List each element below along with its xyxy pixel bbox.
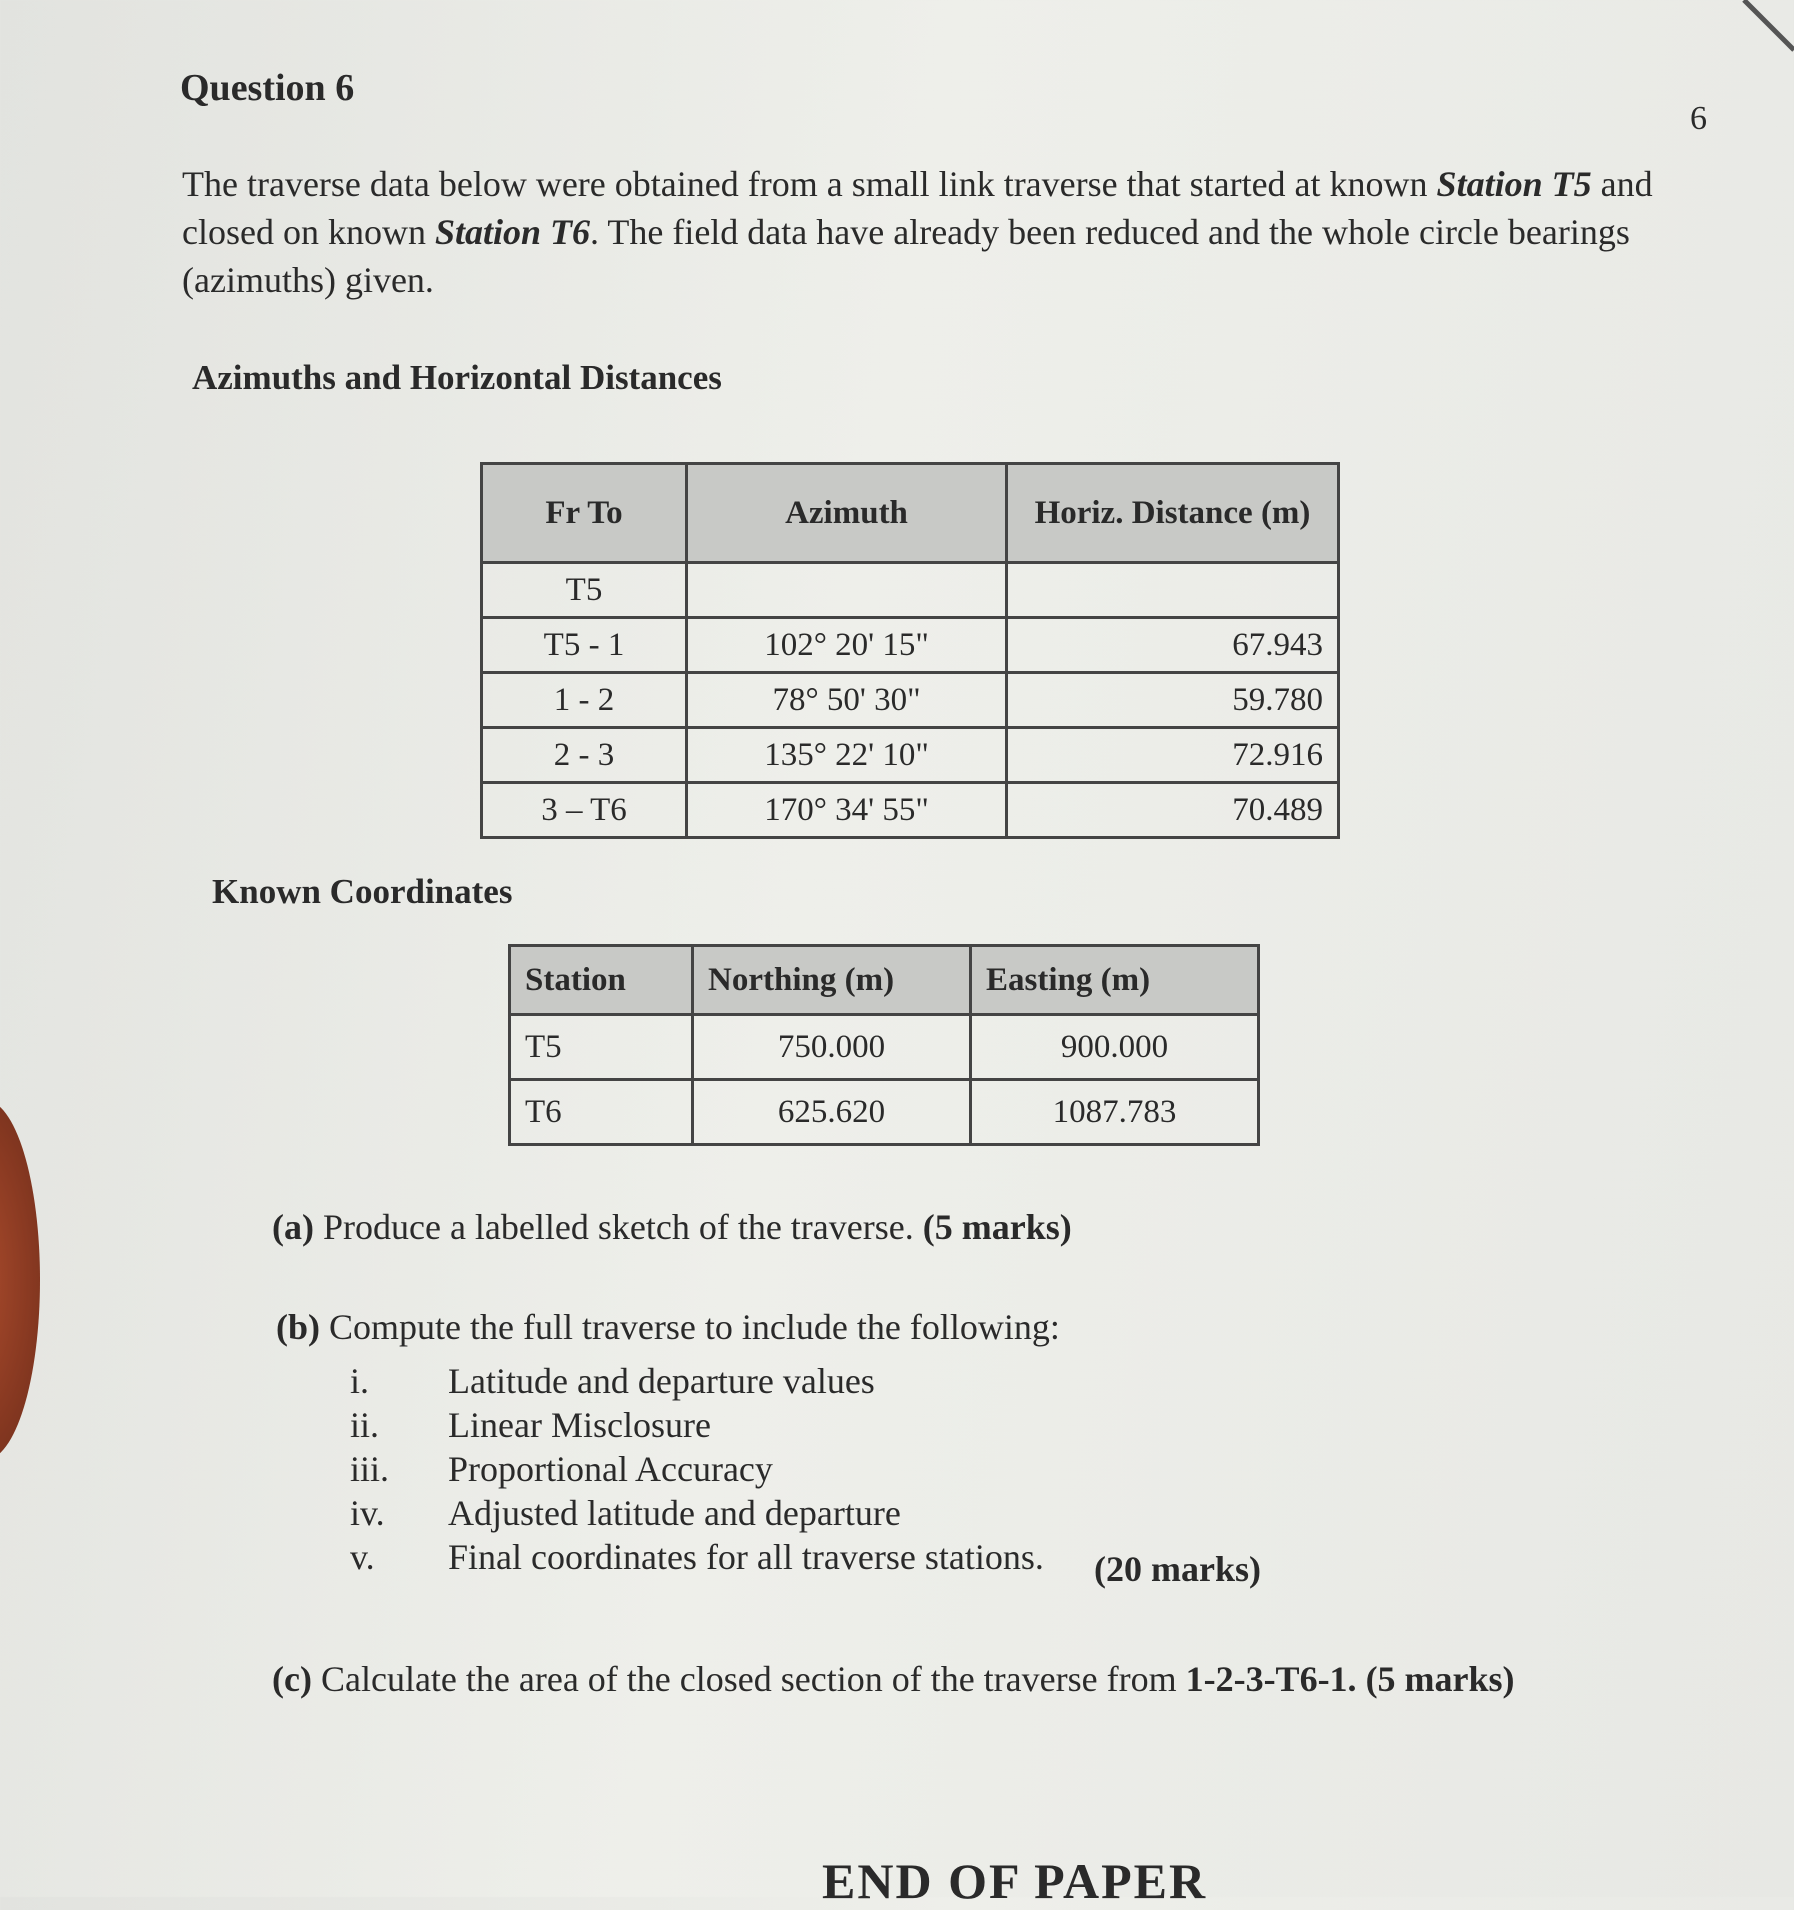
coordinates-section-heading: Known Coordinates — [212, 872, 513, 911]
part-a-label: (a) — [272, 1207, 314, 1247]
azimuth-section-heading: Azimuths and Horizontal Distances — [192, 358, 722, 397]
table-row — [510, 1015, 1259, 1080]
table-row — [482, 618, 1339, 673]
question-part-c — [272, 1658, 1515, 1700]
finger-shadow — [0, 1100, 40, 1460]
cell-distance — [1007, 563, 1339, 618]
known-coordinates-table — [508, 944, 1260, 1146]
table-header-row — [510, 946, 1259, 1015]
cell-azimuth: 135° 22' 10" — [687, 728, 1007, 783]
column-header-northing: Northing (m) — [693, 946, 971, 1015]
intro-paragraph — [182, 160, 1712, 304]
table-row — [510, 1080, 1259, 1145]
part-a-text: Produce a labelled sketch of the traverse. — [322, 1207, 914, 1247]
intro-station-start: Station T5 — [1436, 164, 1592, 204]
list-item-text: Linear Misclosure — [448, 1405, 711, 1445]
part-c-text: Calculate the area of the closed section of the traverse from — [320, 1659, 1177, 1699]
cell-line: 3 – T6 — [482, 783, 687, 838]
cell-azimuth — [687, 563, 1007, 618]
list-item-text: Proportional Accuracy — [448, 1449, 773, 1489]
cell-distance: 70.489 — [1007, 783, 1339, 838]
cell-easting: 900.000 — [971, 1015, 1259, 1080]
column-header-easting: Easting (m) — [971, 946, 1259, 1015]
intro-text-2: and closed on known — [182, 164, 1653, 252]
cell-station: T5 — [510, 1015, 693, 1080]
table-row — [482, 728, 1339, 783]
cell-azimuth: 78° 50' 30" — [687, 673, 1007, 728]
question-part-a — [272, 1206, 1072, 1248]
cell-azimuth: 102° 20' 15" — [687, 618, 1007, 673]
list-item-text: Adjusted latitude and departure — [448, 1493, 901, 1533]
cell-distance: 67.943 — [1007, 618, 1339, 673]
list-item-number: iii. — [350, 1449, 390, 1489]
column-header-station: Station — [510, 946, 693, 1015]
cell-azimuth: 170° 34' 55" — [687, 783, 1007, 838]
column-header-distance: Horiz. Distance (m) — [1007, 464, 1339, 563]
part-a-marks: (5 marks) — [922, 1207, 1072, 1247]
table-row — [482, 563, 1339, 618]
intro-station-end: Station T6 — [434, 212, 591, 252]
list-item-number: iv. — [350, 1493, 385, 1533]
question-title: Question 6 — [180, 67, 355, 109]
list-item-text: Latitude and departure values — [448, 1361, 875, 1401]
pen-mark-decoration — [1734, 0, 1794, 60]
cell-station: T6 — [510, 1080, 693, 1145]
cell-northing: 625.620 — [693, 1080, 971, 1145]
traverse-data-table — [480, 462, 1340, 839]
part-b-text: Compute the full traverse to include the following: — [329, 1307, 1060, 1347]
part-b-label: (b) — [276, 1307, 320, 1347]
list-item-text: Final coordinates for all traverse stations. — [448, 1537, 1044, 1577]
column-header-from-to: Fr To — [482, 464, 687, 563]
part-c-label: (c) — [272, 1659, 312, 1699]
question-part-b — [276, 1306, 1060, 1348]
list-item-number: v. — [350, 1537, 375, 1577]
list-item-number: i. — [350, 1361, 370, 1401]
cell-northing: 750.000 — [693, 1015, 971, 1080]
cell-line: 1 - 2 — [482, 673, 687, 728]
cell-line: T5 — [482, 563, 687, 618]
intro-text-1: The traverse data below were obtained from a small link traverse that started at known — [182, 164, 1428, 204]
end-of-paper: END OF PAPER — [822, 1853, 1208, 1909]
cell-line: 2 - 3 — [482, 728, 687, 783]
part-c-marks: (5 marks) — [1365, 1659, 1515, 1699]
part-c-route: 1-2-3-T6-1. — [1185, 1659, 1357, 1699]
table-row — [482, 783, 1339, 838]
question-total-marks: 6 — [1690, 100, 1707, 137]
cell-line: T5 - 1 — [482, 618, 687, 673]
intro-text-3: . The field data have already been reduced and the whole circle bearings (azimuths) given. — [182, 212, 1630, 300]
table-header-row — [482, 464, 1339, 563]
column-header-azimuth: Azimuth — [687, 464, 1007, 563]
list-item-number: ii. — [350, 1405, 380, 1445]
cell-easting: 1087.783 — [971, 1080, 1259, 1145]
cell-distance: 72.916 — [1007, 728, 1339, 783]
part-b-marks: (20 marks) — [1094, 1549, 1261, 1589]
cell-distance: 59.780 — [1007, 673, 1339, 728]
table-row — [482, 673, 1339, 728]
